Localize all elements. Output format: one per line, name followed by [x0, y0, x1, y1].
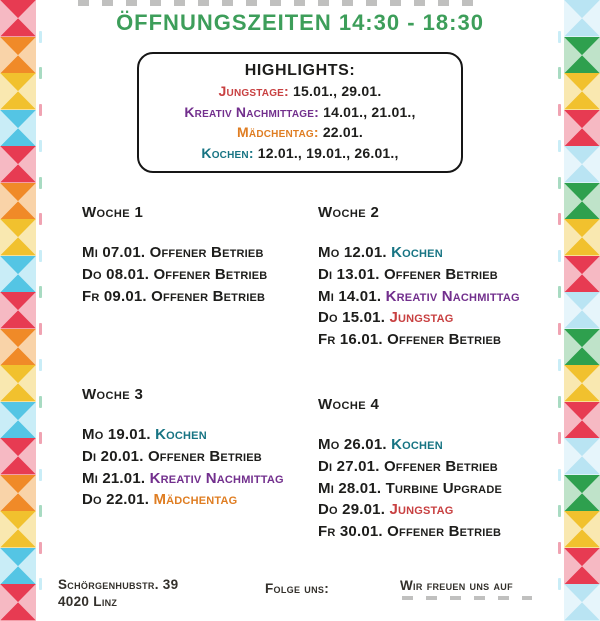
pinwheel-red	[0, 584, 36, 621]
pinwheel-sliver-dash	[39, 177, 42, 189]
pinwheel-sliver-dash	[558, 323, 561, 335]
schedule-activity: Kochen	[155, 426, 207, 443]
pinwheel-sliver-dash	[39, 469, 42, 481]
schedule-activity: Offener Betrieb	[387, 331, 502, 349]
pinwheel-cyan	[0, 256, 36, 293]
schedule-day: Fr	[318, 331, 340, 349]
schedule-activity: Jungstag	[389, 309, 454, 327]
schedule-row	[318, 456, 558, 478]
schedule-activity: Offener Betrieb	[383, 265, 498, 283]
schedule-date: 14.01.	[338, 287, 386, 305]
highlight-dates: 12.01., 19.01., 26.01.,	[257, 144, 399, 161]
pinwheel-sliver-dash	[558, 359, 561, 371]
schedule-row	[82, 424, 322, 446]
pinwheel-green	[564, 183, 600, 220]
schedule-activity: Offener Betrieb	[147, 447, 262, 465]
schedule-day: Di	[318, 457, 337, 475]
schedule-date: 16.01.	[339, 331, 388, 349]
schedule-day: Mo	[82, 426, 108, 443]
pinwheel-sliver-dash	[558, 432, 561, 444]
week-block-1	[82, 204, 322, 307]
schedule-row	[82, 242, 322, 264]
pinwheel-sliver-dash	[39, 578, 42, 590]
pinwheel-green	[564, 37, 600, 74]
schedule-date: 29.01.	[342, 501, 390, 519]
cutoff-text-top	[78, 0, 478, 6]
pinwheel-sliver-dash	[558, 542, 561, 554]
schedule-activity: Kreativ Nachmittag	[385, 287, 520, 305]
pinwheel-sliver-dash	[558, 396, 561, 408]
pinwheel-sliver-dash	[39, 359, 42, 371]
pinwheel-sliver-dash	[558, 578, 561, 590]
schedule-row	[82, 468, 322, 490]
pinwheel-sliver-dash	[558, 505, 561, 517]
schedule-row	[82, 286, 322, 308]
footer-follow-us: Folge uns:	[265, 581, 329, 596]
pinwheel-red	[0, 146, 36, 183]
schedule-activity: Offener Betrieb	[151, 287, 266, 305]
highlight-dates: 22.01.	[322, 124, 363, 140]
pinwheel-yellow	[0, 511, 36, 548]
pinwheel-sliver-dash	[39, 505, 42, 517]
pinwheel-sliver-dash	[558, 31, 561, 43]
pinwheel-sliver-dash	[39, 396, 42, 408]
schedule-day: Do	[82, 491, 107, 509]
week-block-3	[82, 386, 322, 511]
footer-address-line1: Schörgenhubstr. 39	[58, 577, 179, 592]
pinwheel-sliver-dash	[558, 250, 561, 262]
schedule-row	[82, 446, 322, 468]
week-title: Woche 3	[82, 386, 144, 403]
week-block-2	[318, 204, 558, 351]
pinwheel-sliver-dash	[39, 140, 42, 152]
schedule-day: Di	[82, 447, 101, 465]
pinwheel-sliver-dash	[39, 286, 42, 298]
pinwheel-border-right	[556, 0, 600, 600]
schedule-activity: Jungstag	[389, 501, 454, 519]
pinwheel-sliver-dash	[558, 286, 561, 298]
highlight-label: Kreativ Nachmittage:	[184, 103, 319, 120]
pinwheel-red	[0, 438, 36, 475]
schedule-activity: Offener Betrieb	[149, 244, 264, 261]
week-title: Woche 1	[82, 204, 144, 221]
highlight-item	[147, 122, 453, 143]
highlight-dates: 15.01., 29.01.	[293, 83, 382, 99]
schedule-row	[318, 499, 558, 521]
pinwheel-sliver-dash	[558, 213, 561, 225]
week-title: Woche 4	[318, 396, 380, 413]
week-rows	[318, 242, 558, 351]
schedule-date: 21.01.	[102, 469, 150, 487]
schedule-date: 28.01.	[338, 479, 386, 497]
pinwheel-yellow	[564, 219, 600, 256]
schedule-date: 09.01.	[103, 287, 152, 305]
highlight-label: Mädchentag:	[237, 124, 319, 140]
pinwheel-red	[564, 548, 600, 585]
schedule-date: 12.01.	[343, 244, 392, 261]
pinwheel-orange	[0, 183, 36, 220]
schedule-day: Do	[318, 501, 343, 519]
schedule-row	[318, 242, 558, 264]
week-rows	[82, 424, 322, 511]
schedule-row	[82, 264, 322, 286]
pinwheel-sliver-dash	[39, 104, 42, 116]
pinwheel-stack	[0, 0, 36, 621]
schedule-day: Do	[82, 265, 107, 283]
schedule-activity: Kreativ Nachmittag	[149, 469, 284, 487]
pinwheel-yellow	[564, 511, 600, 548]
schedule-date: 26.01.	[343, 436, 392, 453]
footer-address-line2: 4020 Linz	[58, 594, 118, 609]
schedule-day: Fr	[318, 523, 340, 541]
pinwheel-sliver-dash	[39, 542, 42, 554]
schedule-date: 15.01.	[342, 309, 390, 327]
pinwheel-lightblue	[564, 438, 600, 475]
pinwheel-red	[564, 402, 600, 439]
schedule-day: Mi	[82, 244, 103, 261]
page-title: ÖFFNUNGSZEITEN 14:30 - 18:30	[116, 10, 484, 35]
schedule-day: Do	[318, 309, 343, 327]
pinwheel-sliver-dash	[39, 213, 42, 225]
cutoff-text-bottom	[402, 596, 532, 600]
pinwheel-yellow	[0, 365, 36, 402]
highlight-item	[147, 143, 453, 164]
schedule-activity: Offener Betrieb	[153, 265, 268, 283]
pinwheel-lightblue	[564, 146, 600, 183]
pinwheel-green	[564, 475, 600, 512]
pinwheel-stack	[564, 0, 600, 621]
schedule-activity: Offener Betrieb	[387, 523, 502, 541]
highlight-label: Kochen:	[201, 144, 254, 161]
pinwheel-yellow	[564, 365, 600, 402]
pinwheel-cyan	[0, 548, 36, 585]
pinwheel-yellow	[564, 73, 600, 110]
pinwheel-orange	[0, 475, 36, 512]
schedule-date: 20.01.	[100, 447, 148, 465]
schedule-date: 19.01.	[107, 426, 156, 443]
schedule-date: 07.01.	[102, 244, 150, 261]
pinwheel-red	[0, 292, 36, 329]
schedule-row	[318, 307, 558, 329]
schedule-row	[318, 478, 558, 500]
highlight-dates: 14.01., 21.01.,	[323, 103, 416, 120]
schedule-day: Mo	[318, 436, 344, 453]
schedule-activity: Kochen	[391, 436, 443, 453]
footer-closing-text: Wir freuen uns auf	[400, 578, 513, 593]
schedule-activity: Mädchentag	[153, 491, 238, 509]
pinwheel-border-left	[0, 0, 44, 600]
pinwheel-cyan	[0, 402, 36, 439]
pinwheel-green	[564, 329, 600, 366]
week-rows	[318, 434, 558, 543]
schedule-activity: Offener Betrieb	[383, 457, 498, 475]
week-block-4	[318, 396, 558, 543]
pinwheel-yellow	[0, 73, 36, 110]
week-title: Woche 2	[318, 204, 380, 221]
pinwheel-lightblue	[564, 584, 600, 621]
pinwheel-sliver-dash	[39, 323, 42, 335]
pinwheel-red	[564, 110, 600, 147]
schedule-day: Mo	[318, 244, 344, 261]
pinwheel-lightblue	[564, 292, 600, 329]
pinwheel-red	[564, 256, 600, 293]
schedule-day: Mi	[318, 479, 339, 497]
pinwheel-sliver-dash	[558, 177, 561, 189]
schedule-row	[318, 521, 558, 543]
schedule-row	[318, 264, 558, 286]
highlights-heading: HIGHLIGHTS:	[244, 62, 356, 79]
schedule-row	[318, 329, 558, 351]
highlight-label: Jungstage:	[218, 83, 289, 99]
pinwheel-orange	[0, 37, 36, 74]
pinwheel-yellow	[0, 219, 36, 256]
schedule-row	[82, 489, 322, 511]
pinwheel-sliver-dash	[39, 67, 42, 79]
pinwheel-orange	[0, 329, 36, 366]
schedule-row	[318, 434, 558, 456]
pinwheel-sliver-dash	[558, 469, 561, 481]
pinwheel-sliver-dash	[558, 104, 561, 116]
schedule-date: 08.01.	[106, 265, 154, 283]
pinwheel-lightblue	[564, 0, 600, 37]
schedule-date: 22.01.	[106, 491, 154, 509]
highlight-item	[147, 102, 453, 123]
schedule-day: Mi	[318, 287, 339, 305]
pinwheel-cyan	[0, 110, 36, 147]
schedule-activity: Kochen	[391, 244, 443, 261]
pinwheel-sliver-dash	[39, 250, 42, 262]
pinwheel-red	[0, 0, 36, 37]
highlight-item	[147, 81, 453, 102]
schedule-row	[318, 286, 558, 308]
schedule-day: Mi	[82, 469, 103, 487]
schedule-day: Di	[318, 265, 337, 283]
schedule-activity: Turbine Upgrade	[385, 479, 503, 497]
schedule-date: 30.01.	[339, 523, 388, 541]
pinwheel-sliver-dash	[558, 67, 561, 79]
schedule-date: 13.01.	[336, 265, 384, 283]
highlights-box	[137, 52, 463, 173]
pinwheel-sliver-dash	[558, 140, 561, 152]
week-rows	[82, 242, 322, 307]
pinwheel-sliver-dash	[39, 432, 42, 444]
schedule-date: 27.01.	[336, 457, 384, 475]
schedule-day: Fr	[82, 287, 104, 305]
